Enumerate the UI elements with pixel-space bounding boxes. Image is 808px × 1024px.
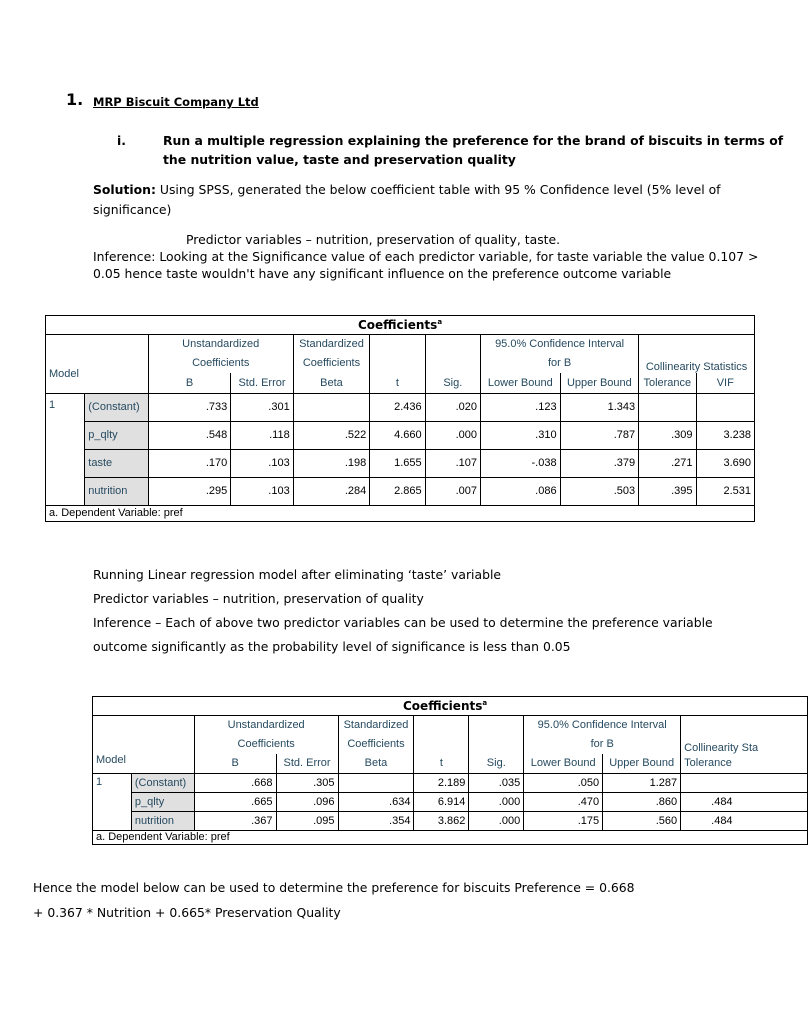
table-2-cell: .560 — [603, 811, 681, 830]
table-1-cell — [293, 393, 370, 421]
table-2-beta-header: Beta — [338, 754, 414, 773]
coefficients-table-2 — [92, 696, 808, 845]
table-2-cell: .095 — [276, 811, 338, 830]
table-2-cell: .050 — [524, 773, 603, 792]
table-2-cell: .860 — [603, 792, 681, 811]
table-2-cell — [338, 773, 414, 792]
table-2-row-label: (Constant) — [131, 773, 194, 792]
table-1-cell: 1.655 — [370, 449, 425, 477]
table-1-cell: .503 — [560, 477, 639, 505]
table-2-cell: .470 — [524, 792, 603, 811]
table-1-cell: .086 — [481, 477, 561, 505]
inference-line-2: 0.05 hence taste wouldn't have any significant influence on the preference outcome variable — [93, 266, 672, 281]
coefficients-table-1 — [45, 315, 755, 522]
table-2-cell: 2.189 — [414, 773, 469, 792]
table-1-cell: .309 — [639, 421, 696, 449]
middle-line-1: Running Linear regression model after eliminating ‘taste’ variable — [93, 567, 502, 582]
question-line-2: the nutrition value, taste and preservation quality — [163, 152, 516, 167]
table-2-sig-header: Sig. — [469, 754, 524, 773]
middle-line-4: outcome significantly as the probability level of significance is less than 0.05 — [93, 639, 571, 654]
table-1-cell: 4.660 — [370, 421, 425, 449]
table-1-cell: .123 — [481, 393, 561, 421]
table-2-cell: 3.862 — [414, 811, 469, 830]
table-2-cell — [681, 773, 808, 792]
table-2-cell: .484 — [681, 792, 808, 811]
table-1-beta-header: Beta — [293, 373, 370, 393]
table-2-footnote: a. Dependent Variable: pref — [93, 830, 808, 844]
table-1-cell: .787 — [560, 421, 639, 449]
table-1-stderr-header: Std. Error — [231, 373, 293, 393]
table-1-model-number: Model 1 — [46, 393, 85, 505]
table-2-cell: 6.914 — [414, 792, 469, 811]
table-1-cell: .284 — [293, 477, 370, 505]
table-1-cell: .000 — [425, 421, 480, 449]
table-2-cell: .305 — [276, 773, 338, 792]
table-1-cell: .310 — [481, 421, 561, 449]
table-1-cell: -.038 — [481, 449, 561, 477]
middle-line-3: Inference – Each of above two predictor variables can be used to determine the preference variable — [93, 615, 713, 630]
table-2-cell: 1.287 — [603, 773, 681, 792]
table-1-cell: .548 — [148, 421, 231, 449]
table-2-std-header: Standardized Coefficients — [338, 716, 414, 755]
question-line-1: Run a multiple regression explaining the preference for the brand of biscuits in terms of — [163, 133, 784, 148]
table-1-cell: 2.436 — [370, 393, 425, 421]
table-1-collinearity-header: Collinearity Statistics — [639, 335, 755, 374]
table-1-model-header — [46, 335, 149, 394]
table-2-title: Coefficients$^a$ — [93, 697, 808, 716]
conclusion-line-2: + 0.367 * Nutrition + 0.665* Preservation Quality — [33, 905, 341, 920]
table-2-ci-header: 95.0% Confidence Interval for B — [524, 716, 681, 755]
table-1-cell: .118 — [231, 421, 293, 449]
table-1-cell — [696, 393, 754, 421]
table-2-cell: .484 — [681, 811, 808, 830]
table-1-upper-header: Upper Bound — [560, 373, 639, 393]
table-2-cell: .175 — [524, 811, 603, 830]
solution-label: Solution: — [93, 182, 156, 197]
table-2-model-number: Model 1 — [93, 773, 132, 830]
table-1-row-label: nutrition — [85, 477, 148, 505]
table-1-tolerance-header: Tolerance — [639, 373, 696, 393]
table-1-sig-spacer — [425, 335, 480, 374]
table-2-cell: .000 — [469, 811, 524, 830]
table-1-B-header: B — [148, 373, 231, 393]
table-2-cell: .634 — [338, 792, 414, 811]
table-1-cell: .103 — [231, 449, 293, 477]
table-2-stderr-header: Std. Error — [276, 754, 338, 773]
table-2-t-spacer — [414, 716, 469, 755]
table-1-vif-header: VIF — [696, 373, 754, 393]
table-1-cell: .198 — [293, 449, 370, 477]
table-1-cell — [639, 393, 696, 421]
table-2-clip — [92, 696, 768, 852]
solution-line-1 — [93, 180, 721, 200]
table-1-sig-header: Sig. — [425, 373, 480, 393]
table-1-t-header: t — [370, 373, 425, 393]
table-2-model-label: Model — [96, 753, 126, 766]
table-1-row-label: (Constant) — [85, 393, 148, 421]
conclusion-line-1: Hence the model below can be used to determine the preference for biscuits Preference = 0.668 — [33, 880, 635, 895]
table-2-lower-header: Lower Bound — [524, 754, 603, 773]
table-1-cell: .522 — [293, 421, 370, 449]
table-1-ci-header: 95.0% Confidence Interval for B — [481, 335, 639, 374]
table-2-sig-spacer — [469, 716, 524, 755]
table-2-row-label: p_qlty — [131, 792, 194, 811]
table-1-cell: 3.238 — [696, 421, 754, 449]
table-2-cell: .665 — [194, 792, 276, 811]
section-number: 1. — [66, 90, 84, 109]
table-2-cell: .035 — [469, 773, 524, 792]
table-2-B-header: B — [194, 754, 276, 773]
table-1-unstd-header: Unstandardized Coefficients — [148, 335, 293, 374]
table-1-cell: .379 — [560, 449, 639, 477]
solution-text: Using SPSS, generated the below coefficient table with 95 % Confidence level (5% level of — [155, 182, 721, 197]
table-1-std-header: Standardized Coefficients — [293, 335, 370, 374]
table-1-cell: .170 — [148, 449, 231, 477]
inference-line-1: Inference: Looking at the Significance value of each predictor variable, for taste variable the value 0.107 > — [93, 249, 759, 264]
table-1-cell: .107 — [425, 449, 480, 477]
table-1-footnote: a. Dependent Variable: pref — [46, 505, 755, 521]
table-1-cell: 3.690 — [696, 449, 754, 477]
table-1-row-label: p_qlty — [85, 421, 148, 449]
table-1-cell: 2.531 — [696, 477, 754, 505]
table-1-t-spacer — [370, 335, 425, 374]
table-1-row-label: taste — [85, 449, 148, 477]
table-2-upper-header: Upper Bound — [603, 754, 681, 773]
table-2-t-header: t — [414, 754, 469, 773]
table-1-cell: 2.865 — [370, 477, 425, 505]
table-1-lower-header: Lower Bound — [481, 373, 561, 393]
table-1-cell: .007 — [425, 477, 480, 505]
table-2-tolerance-header: Tolerance — [681, 754, 808, 773]
solution-line-2: significance) — [93, 202, 172, 217]
question-roman: i. — [117, 133, 126, 148]
table-1-cell: .271 — [639, 449, 696, 477]
table-2-cell: .668 — [194, 773, 276, 792]
table-1-cell: .103 — [231, 477, 293, 505]
table-2-cell: .096 — [276, 792, 338, 811]
table-1-cell: .733 — [148, 393, 231, 421]
table-1-cell: .301 — [231, 393, 293, 421]
table-1-cell: .295 — [148, 477, 231, 505]
table-2-cell: .354 — [338, 811, 414, 830]
table-1-cell: .395 — [639, 477, 696, 505]
table-2-cell: .000 — [469, 792, 524, 811]
table-1-cell: 1.343 — [560, 393, 639, 421]
table-1-cell: .020 — [425, 393, 480, 421]
table-2-collinearity-header: Collinearity Sta — [681, 716, 808, 755]
table-2-cell: .367 — [194, 811, 276, 830]
predictor-variables: Predictor variables – nutrition, preservation of quality, taste. — [186, 232, 561, 247]
table-2-row-label: nutrition — [131, 811, 194, 830]
middle-line-2: Predictor variables – nutrition, preservation of quality — [93, 591, 424, 606]
table-1-title: Coefficients$^a$ — [46, 316, 755, 335]
company-title: MRP Biscuit Company Ltd — [93, 95, 259, 109]
table-1-model-label: Model — [49, 367, 79, 380]
table-2-unstd-header: Unstandardized Coefficients — [194, 716, 338, 755]
